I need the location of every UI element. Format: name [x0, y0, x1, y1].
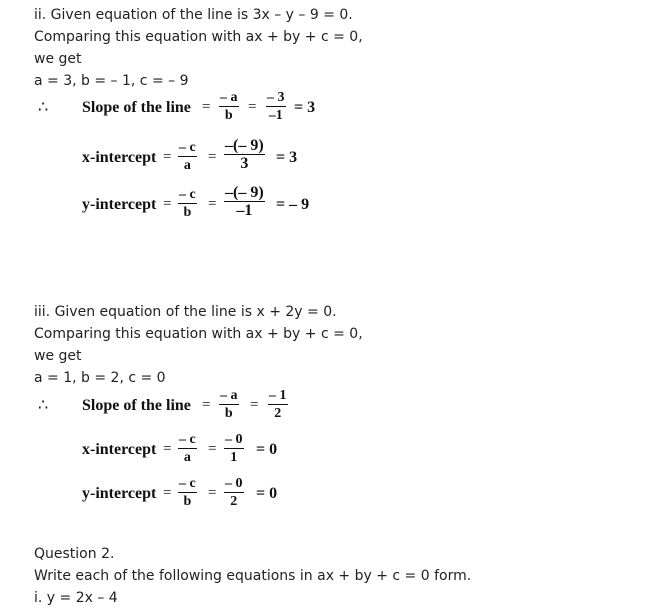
- slope-fraction-values: [268, 388, 288, 421]
- fraction-bar: [219, 404, 239, 405]
- y-intercept-fraction-values: [224, 185, 265, 218]
- y-intercept-fraction-general: [178, 187, 197, 220]
- numerator: – c: [179, 140, 196, 155]
- equals-sign: =: [163, 485, 172, 501]
- y-intercept-result: = 0: [256, 485, 278, 502]
- part-ii-we-get: we get: [34, 51, 82, 67]
- denominator: b: [224, 406, 233, 421]
- fraction-bar: [178, 492, 197, 493]
- denominator: b: [183, 494, 192, 509]
- part-ii-coefficients: a = 3, b = – 1, c = – 9: [34, 73, 189, 89]
- denominator: 2: [274, 406, 282, 421]
- numerator: –(– 9): [225, 184, 264, 201]
- equals-sign: =: [248, 99, 257, 115]
- denominator: a: [183, 158, 191, 173]
- part-iii-we-get: we get: [34, 348, 82, 364]
- denominator: 2: [230, 494, 238, 509]
- part-ii-statement: ii. Given equation of the line is 3x – y – 9 = 0.: [34, 7, 353, 23]
- fraction-bar: [219, 106, 239, 107]
- fraction-bar: [224, 492, 244, 493]
- fraction-bar: [178, 448, 197, 449]
- y-intercept-label: y-intercept: [82, 485, 157, 502]
- therefore-symbol: ∴: [38, 99, 49, 116]
- equals-sign: =: [163, 196, 172, 212]
- numerator: – 3: [267, 90, 285, 105]
- numerator: – c: [179, 187, 196, 202]
- denominator: 1: [230, 450, 238, 465]
- fraction-bar: [178, 203, 197, 204]
- x-intercept-label: x-intercept: [82, 441, 157, 458]
- equals-sign: =: [163, 441, 172, 457]
- equals-sign: =: [208, 149, 217, 165]
- numerator: – a: [220, 90, 238, 105]
- slope-result: = 3: [294, 99, 316, 116]
- y-intercept-label: y-intercept: [82, 196, 157, 213]
- equals-sign: =: [208, 485, 217, 501]
- slope-fraction-values: [266, 90, 286, 123]
- equals-sign: =: [208, 196, 217, 212]
- numerator: – 0: [225, 476, 243, 491]
- y-intercept-fraction-general: [178, 476, 197, 509]
- y-intercept-fraction-values: [224, 476, 244, 509]
- denominator: 3: [240, 155, 249, 172]
- x-intercept-fraction-values: [224, 432, 244, 465]
- part-ii-comparing: Comparing this equation with ax + by + c = 0,: [34, 29, 363, 45]
- numerator: – 0: [225, 432, 243, 447]
- x-intercept-result: = 0: [256, 441, 278, 458]
- slope-fraction-general: [219, 90, 239, 123]
- equals-sign: =: [202, 99, 211, 115]
- numerator: – c: [179, 432, 196, 447]
- denominator: b: [224, 108, 233, 123]
- fraction-bar: [266, 106, 286, 107]
- denominator: –1: [236, 202, 253, 219]
- numerator: – a: [220, 388, 238, 403]
- denominator: b: [183, 205, 192, 220]
- fraction-bar: [178, 156, 197, 157]
- numerator: –(– 9): [225, 137, 264, 154]
- fraction-bar: [224, 448, 244, 449]
- denominator: a: [183, 450, 191, 465]
- therefore-symbol: ∴: [38, 397, 49, 414]
- x-intercept-fraction-values: [224, 138, 265, 171]
- x-intercept-fraction-general: [178, 140, 197, 173]
- fraction-bar: [268, 404, 288, 405]
- equals-sign: =: [202, 397, 211, 413]
- x-intercept-result: = 3: [276, 149, 298, 166]
- equals-sign: =: [163, 149, 172, 165]
- x-intercept-label: x-intercept: [82, 149, 157, 166]
- part-iii-statement: iii. Given equation of the line is x + 2y = 0.: [34, 304, 337, 320]
- equals-sign: =: [250, 397, 259, 413]
- question-2-prompt: Write each of the following equations in ax + by + c = 0 form.: [34, 568, 472, 584]
- slope-fraction-general: [219, 388, 239, 421]
- part-iii-coefficients: a = 1, b = 2, c = 0: [34, 370, 166, 386]
- part-iii-comparing: Comparing this equation with ax + by + c = 0,: [34, 326, 363, 342]
- slope-label: Slope of the line: [82, 99, 191, 116]
- y-intercept-result: = – 9: [276, 196, 310, 213]
- equals-sign: =: [208, 441, 217, 457]
- x-intercept-fraction-general: [178, 432, 197, 465]
- numerator: – c: [179, 476, 196, 491]
- numerator: – 1: [269, 388, 287, 403]
- question-2-item-1: i. y = 2x – 4: [34, 590, 118, 606]
- denominator: –1: [268, 108, 283, 123]
- slope-label: Slope of the line: [82, 397, 191, 414]
- question-2-heading: Question 2.: [34, 546, 115, 562]
